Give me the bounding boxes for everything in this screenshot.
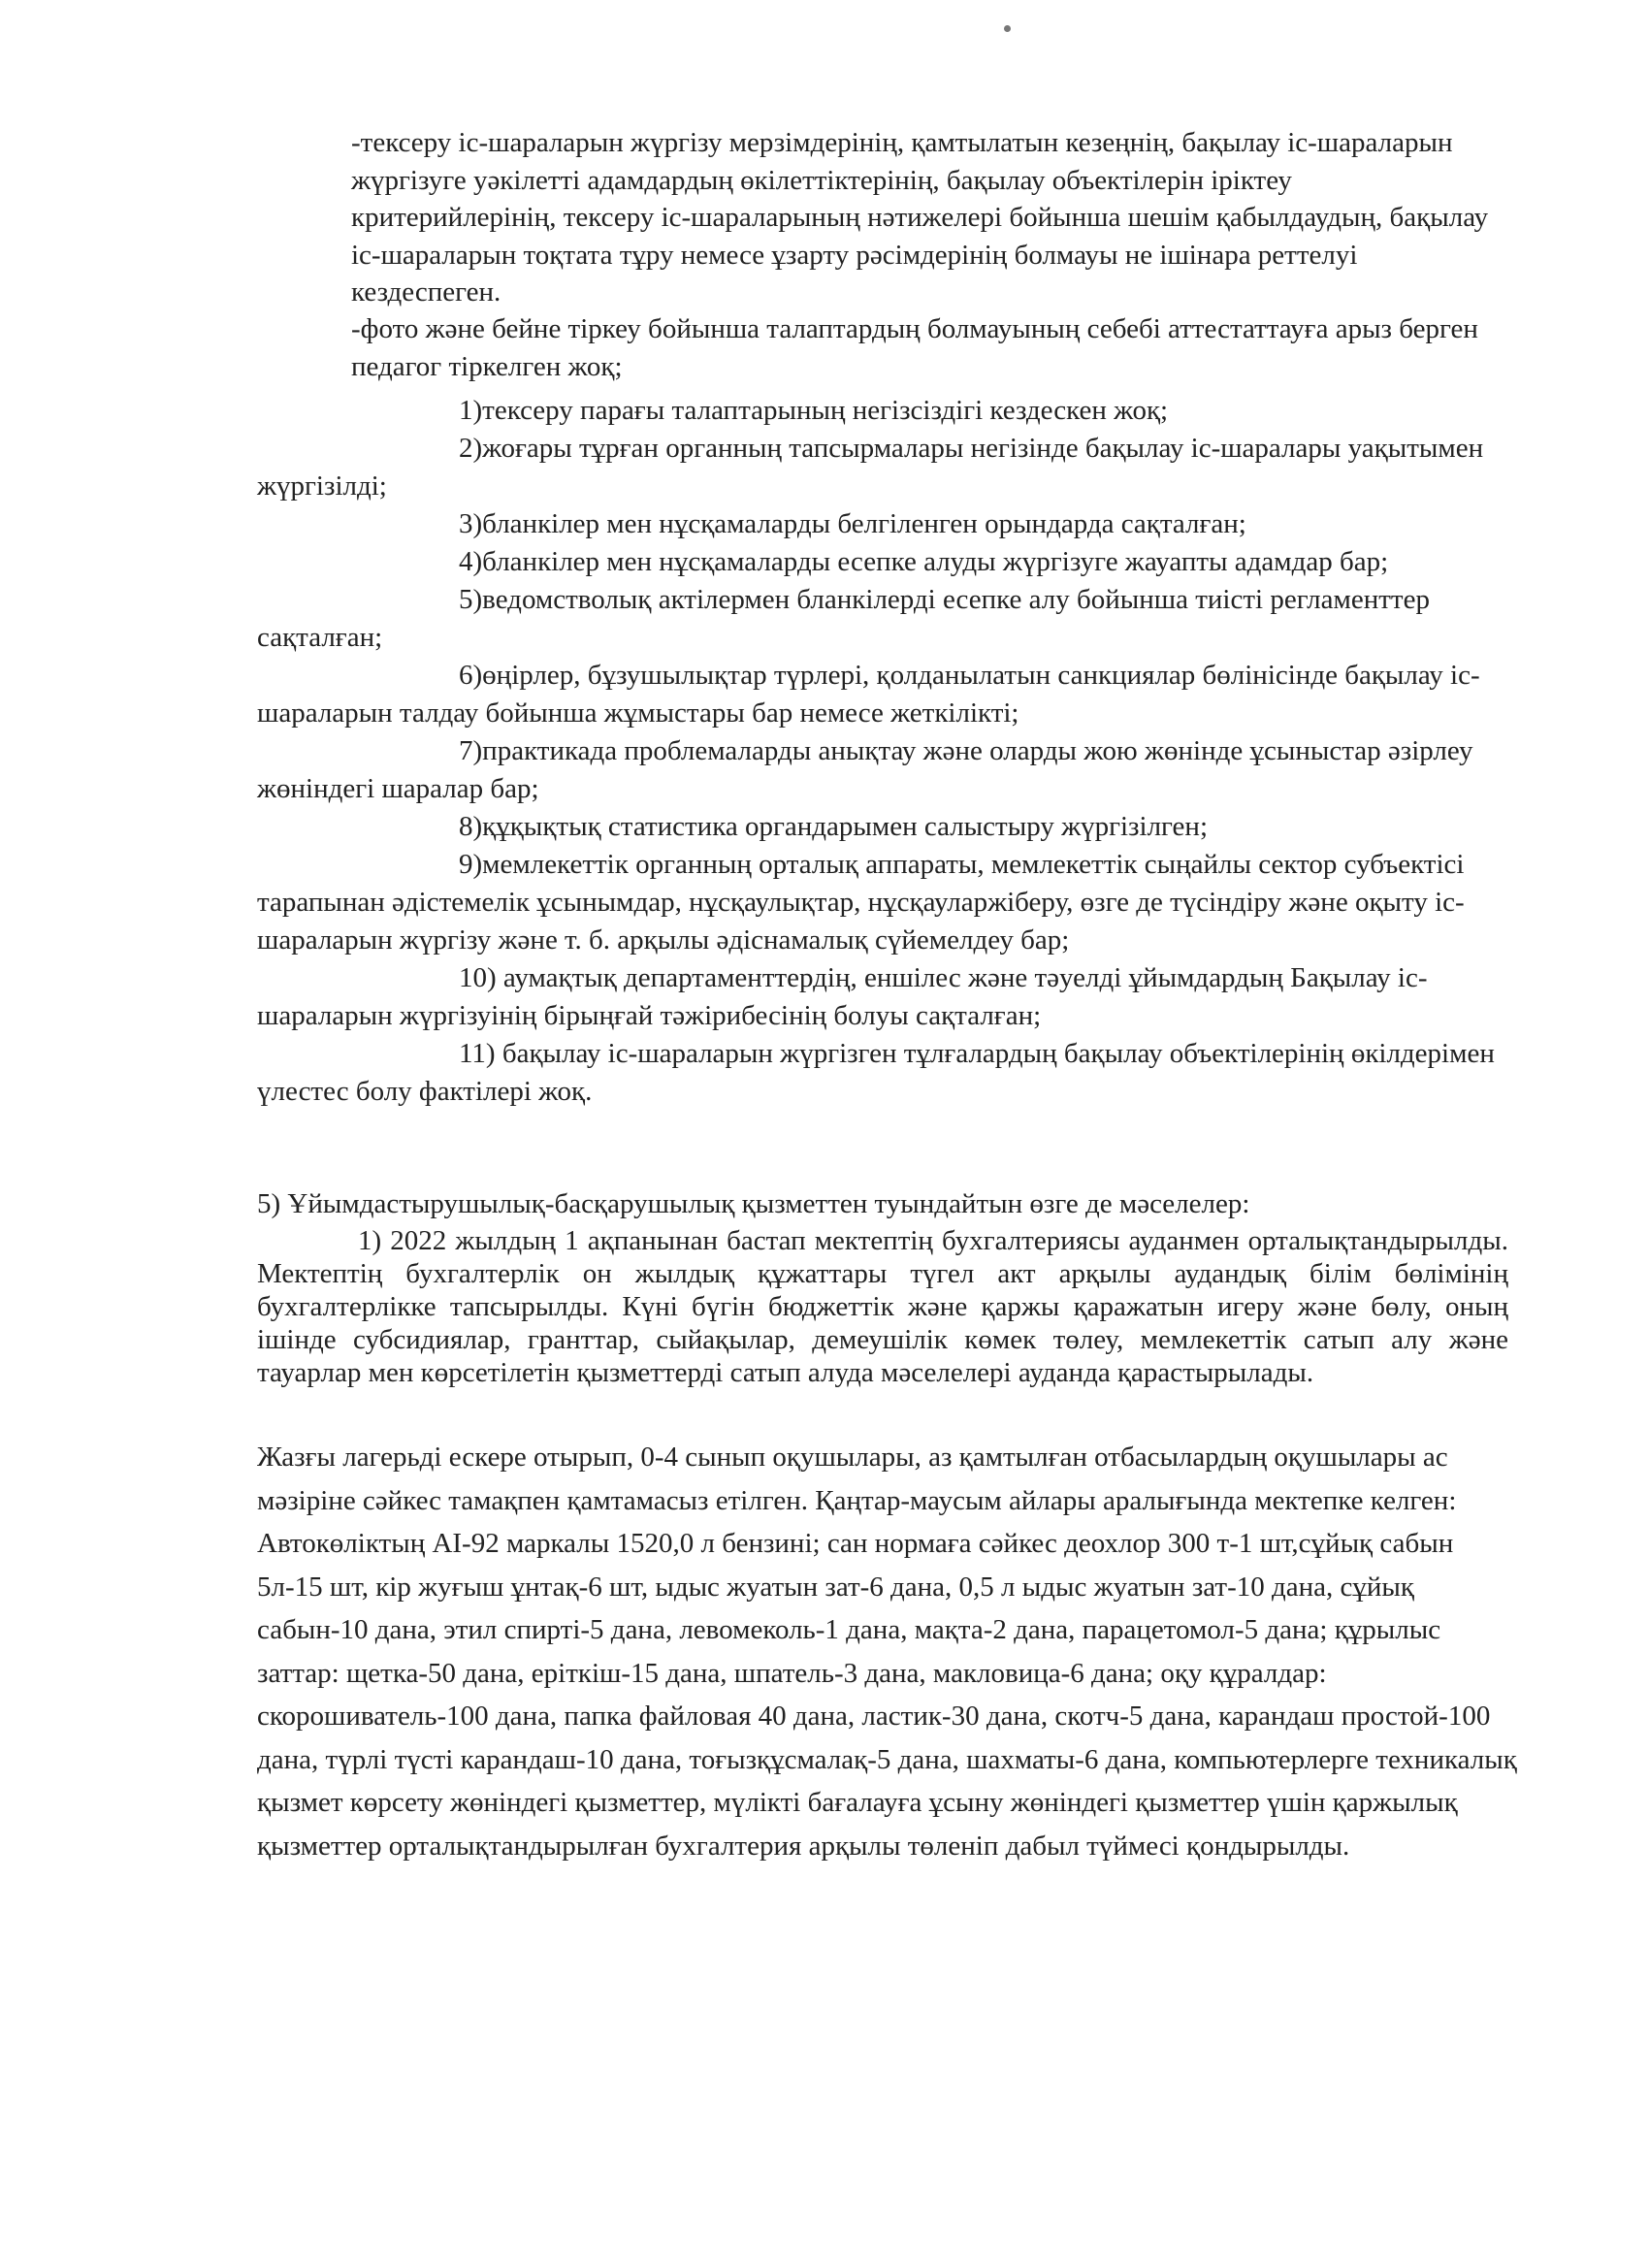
paragraph-inspection-regulation: -тексеру іс-шараларын жүргізу мерзімдерінің, қамтылатын кезеңнің, бақылау іс-шараларын жүргізуге уәкілетті адамдардың өкілеттіктерінің, бақылау объектілерін іріктеу критерийлерінің, тексеру іс-шараларының нәтижелері бойынша шешім қабылдаудың, бақылау іс-шараларын тоқтата тұру немесе ұзарту рәсімдерінің болмауы не ішінара реттелуі кездеспеген. xyxy=(351,127,1489,308)
list-item-text: мемлекеттік органның орталық аппараты, мемлекеттік сыңайлы сектор субъектісі тарапынан әдістемелік ұсынымдар, нұсқаулықтар, нұсқауларжіберу, өзге де түсіндіру және оқыту іс-шараларын жүргізу және т. б. арқылы әдіснамалық сүйемелдеу бар; xyxy=(257,849,1465,956)
list-item-text: практикада проблемаларды анықтау және оларды жою жөнінде ұсыныстар әзірлеу жөніндегі шаралар бар; xyxy=(257,735,1473,804)
list-item-number: 5) xyxy=(459,584,483,615)
section-5-heading: 5) Ұйымдастырушылық-басқарушылық қызметтен туындайтын өзге де мәселелер: xyxy=(257,1188,1250,1219)
list-item-text: жоғары тұрған органның тапсырмалары негізінде бақылау іс-шаралары уақытымен жүргізілді; xyxy=(257,433,1484,502)
findings-list xyxy=(257,392,1504,1111)
list-item-number: 7) xyxy=(459,735,483,766)
paragraph-accounting-centralization: 1) 2022 жылдың 1 ақпанынан бастап мектептің бухгалтериясы ауданмен орталықтандырылды. Мектептің бухгалтерлік он жылдық құжаттары түгел акт арқылы аудандық білім бөлімінің бухгалтерлікке тапсырылды. Күні бүгін бюджеттік және қаржы қаражатын игеру және бөлу, оның ішінде субсидиялар, гранттар, сыйақылар, демеушілік көмек төлеу, мемлекеттік сатып алу және тауарлар мен көрсетілетін қызметтерді сатып алуда мәселелері ауданда қарастырылады. xyxy=(257,1225,1508,1388)
list-item-number: 9) xyxy=(459,849,483,880)
list-item-number: 8) xyxy=(459,811,483,842)
list-item-number: 10) xyxy=(459,962,497,993)
paragraph-photo-video: -фото және бейне тіркеу бойынша талаптардың болмауының себебі аттестаттауға арыз берген педагог тіркелген жоқ; xyxy=(351,313,1478,382)
list-item xyxy=(257,581,1504,657)
list-item xyxy=(257,505,1504,543)
list-item-text: құқықтық статистика органдарымен салыстыру жүргізілген; xyxy=(482,811,1208,842)
list-item xyxy=(257,657,1504,732)
list-item-text: өңірлер, бұзушылықтар түрлері, қолданылатын санкциялар бөлінісінде бақылау іс-шараларын талдау бойынша жұмыстары бар немесе жеткілікті; xyxy=(257,660,1480,729)
scan-dot-mark xyxy=(1004,25,1011,32)
list-item xyxy=(257,1035,1504,1111)
list-item-number: 6) xyxy=(459,660,483,691)
list-item-text: тексеру парағы талаптарының негізсіздігі кездескен жоқ; xyxy=(482,395,1169,426)
list-item-number: 3) xyxy=(459,508,483,539)
list-item-text: аумақтық департаменттердің, еншілес және тәуелді ұйымдардың Бақылау іс-шараларын жүргізуінің бірыңғай тәжірибесінің болуы сақталған; xyxy=(257,962,1428,1031)
list-item xyxy=(257,846,1504,959)
list-item-text: бланкілер мен нұсқамаларды белгіленген орындарда сақталған; xyxy=(482,508,1246,539)
list-item xyxy=(257,808,1504,846)
list-item-text: бланкілер мен нұсқамаларды есепке алуды жүргізуге жауапты адамдар бар; xyxy=(482,546,1389,577)
list-item xyxy=(257,543,1504,581)
list-item xyxy=(257,732,1504,808)
list-item xyxy=(257,392,1504,430)
list-item xyxy=(257,959,1504,1035)
list-item-number: 11) xyxy=(459,1038,496,1069)
list-item-text: бақылау іс-шараларын жүргізген тұлғалардың бақылау объектілерінің өкілдерімен үлестес болу фактілері жоқ. xyxy=(257,1038,1495,1107)
list-item-number: 4) xyxy=(459,546,483,577)
list-item-number: 2) xyxy=(459,433,483,464)
list-item-number: 1) xyxy=(459,395,483,426)
paragraph-summer-camp-supplies: Жазғы лагерьді ескере отырып, 0-4 сынып оқушылары, аз қамтылған отбасылардың оқушылары ас мәзіріне сәйкес тамақпен қамтамасыз етілген. Қаңтар-маусым айлары аралығында мектепке келген: Автокөліктың АІ-92 маркалы 1520,0 л бензині; сан нормаға сәйкес деохлор 300 т-1 шт,сұйық сабын 5л-15 шт, кір жуғыш ұнтақ-6 шт, ыдыс жуатын зат-6 дана, 0,5 л ыдыс жуатын зат-10 дана, сұйық сабын-10 дана, этил спирті-5 дана, левомеколь-1 дана, мақта-2 дана, парацетомол-5 дана; құрылыс заттар: щетка-50 дана, еріткіш-15 дана, шпатель-3 дана, макловица-6 дана; оқу құралдар: скорошиватель-100 дана, папка файловая 40 дана, ластик-30 дана, скотч-5 дана, карандаш простой-100 дана, түрлі түсті карандаш-10 дана, тоғызқұсмалақ-5 дана, шахматы-6 дана, компьютерлерге техникалық қызмет көрсету жөніндегі қызметтер, мүлікті бағалауға ұсыну жөніндегі қызметтер үшін қаржылық қызметтер орталықтандырылған бухгалтерия арқылы төленіп дабыл түймесі қондырылды. xyxy=(257,1442,1517,1862)
list-item-text: ведомстволық актілермен бланкілерді есепке алу бойынша тиісті регламенттер сақталған; xyxy=(257,584,1430,653)
list-item xyxy=(257,430,1504,505)
